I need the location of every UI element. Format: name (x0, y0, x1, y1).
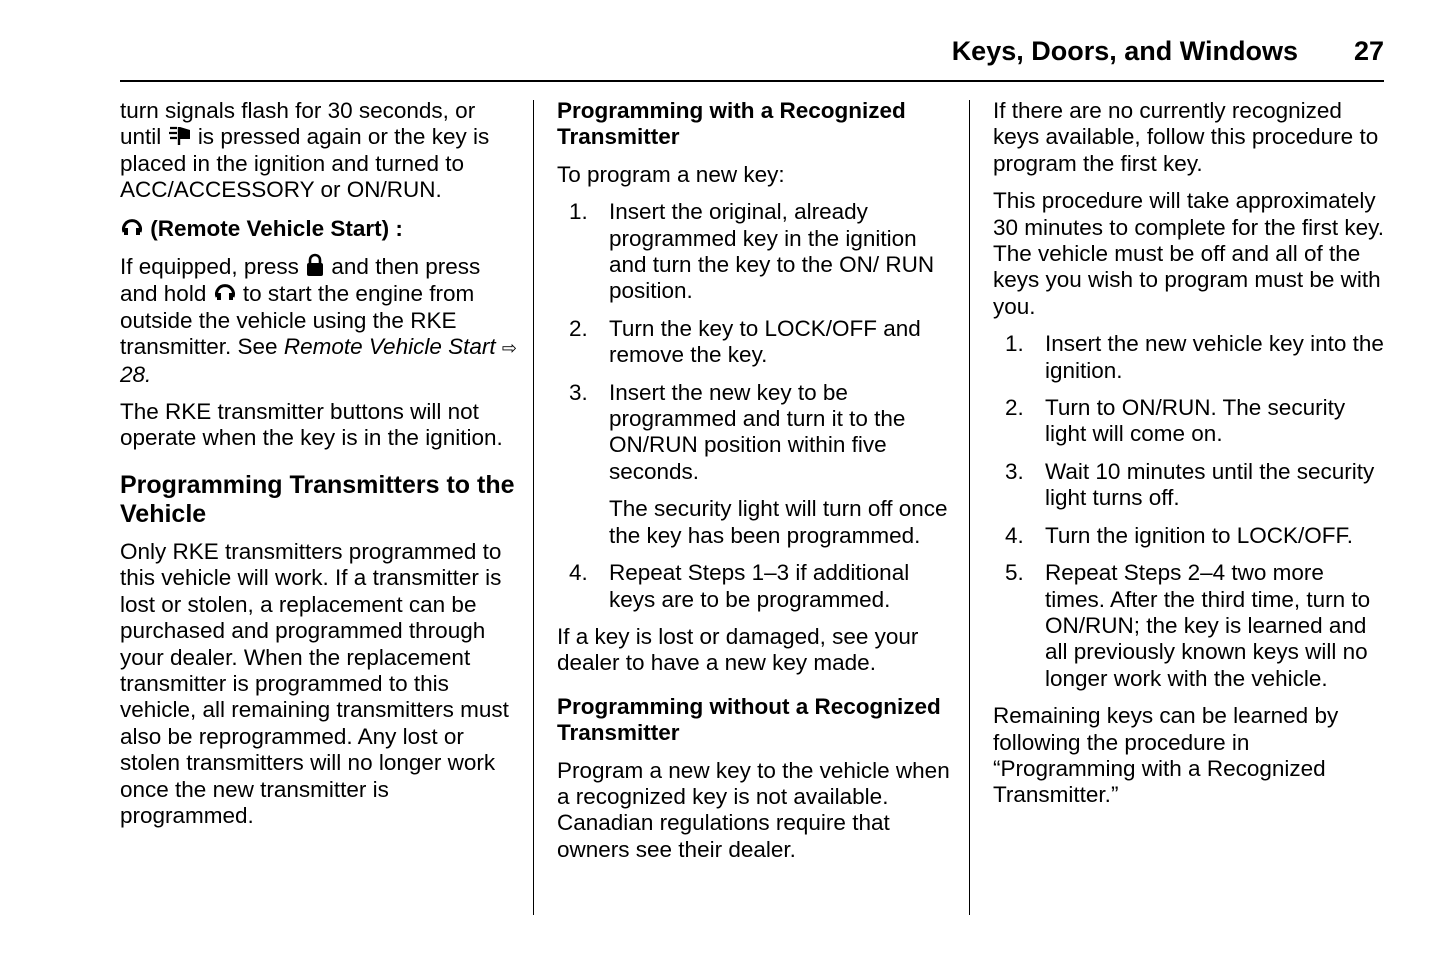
page-number: 27 (1353, 36, 1384, 66)
steps-list (993, 331, 1388, 692)
column-divider (533, 100, 534, 915)
step-number: 2. (569, 315, 588, 341)
paragraph: If there are no currently recognized keys available, follow this procedure to program the first key. (993, 98, 1379, 176)
remote-start-icon (213, 280, 237, 304)
list-item (557, 380, 957, 549)
list-item (557, 199, 957, 305)
step-text: Turn to ON/RUN. The security light will come on. (1045, 395, 1346, 447)
text-run: is pressed again or the key is placed in the ignition and turned to ACC/ACCESSORY or ON/RUN. (120, 124, 490, 203)
step-text: Repeat Steps 1–3 if additional keys are to be programmed. (609, 560, 910, 612)
panic-alarm-icon (168, 125, 192, 147)
list-item (557, 560, 957, 613)
step-number: 3. (1005, 458, 1024, 484)
column-right (993, 98, 1388, 820)
text-run: to start the engine from outside the vehicle using the RKE transmitter. See (120, 281, 475, 360)
list-item (993, 459, 1388, 512)
text-run: and then press and hold (120, 254, 481, 307)
paragraph: To program a new key: (557, 161, 785, 187)
step-number: 4. (569, 560, 588, 586)
step-text: Insert the new vehicle key into the ignition. (1045, 331, 1384, 383)
subsection-heading: Programming without a Recognized Transmitter (557, 693, 941, 746)
step-text: Turn the key to LOCK/OFF and remove the key. (609, 315, 921, 368)
list-item (993, 331, 1388, 384)
step-text: Insert the new key to be programmed and turn it to the ON/RUN position within five seconds. (609, 379, 906, 484)
step-number: 2. (1005, 395, 1024, 421)
rvs-heading (120, 215, 520, 242)
step-text: Turn the ignition to LOCK/OFF. (1045, 522, 1354, 548)
text-run: (Remote Vehicle Start) : (150, 215, 403, 241)
paragraph: This procedure will take approximately 30 minutes to complete for the first key. The vehicle must be off and all of the keys you wish to program must be with you. (993, 188, 1385, 319)
page-reference-arrow-icon: ⇨ (501, 338, 517, 359)
list-item (557, 316, 957, 369)
chapter-title: Keys, Doors, and Windows (951, 36, 1298, 66)
paragraph: Remaining keys can be learned by following the procedure in “Programming with a Recognized Transmitter.” (993, 703, 1339, 808)
paragraph: Only RKE transmitters programmed to this vehicle will work. If a transmitter is lost or stolen, a replacement can be purchased and programmed through your dealer. When the replacement transmitter is programmed to this vehicle, all remaining transmitters must also be reprogrammed. Any lost or stolen transmitters will no longer work once the new transmitter is programmed. (120, 538, 509, 828)
paragraph (120, 98, 520, 204)
page-header (120, 30, 1384, 82)
text-run: If equipped, press (120, 254, 299, 280)
paragraph (120, 253, 520, 388)
remote-start-icon (120, 215, 144, 239)
column-left (120, 98, 520, 840)
text-run: turn signals flash for 30 seconds, or until (120, 98, 476, 150)
step-number: 4. (1005, 522, 1024, 548)
step-note: The security light will turn off once the key has been programmed. (609, 496, 948, 548)
list-item (993, 560, 1388, 692)
step-text: Wait 10 minutes until the security light turns off. (1045, 458, 1375, 511)
paragraph: If a key is lost or damaged, see your dealer to have a new key made. (557, 623, 919, 676)
step-number: 5. (1005, 560, 1024, 586)
step-text: Repeat Steps 2–4 two more times. After the third time, turn to ON/RUN; the key is learned and all previously known keys will no longer work with the vehicle. (1045, 560, 1371, 691)
subsection-heading: Programming with a Recognized Transmitter (557, 98, 906, 150)
column-divider (969, 100, 970, 915)
step-number: 1. (569, 199, 588, 225)
paragraph: The RKE transmitter buttons will not operate when the key is in the ignition. (120, 399, 503, 451)
step-number: 3. (569, 379, 588, 405)
remote-vehicle-start-link[interactable]: Remote Vehicle Start ⇨ 28. (120, 334, 517, 387)
list-item (993, 395, 1388, 448)
step-text: Insert the original, already programmed key in the ignition and turn the key to the ON/ RUN position. (609, 199, 935, 304)
steps-list (557, 199, 957, 613)
paragraph: Program a new key to the vehicle when a recognized key is not available. Canadian regulations require that owners see their dealer. (557, 757, 950, 862)
section-heading: Programming Transmitters to the Vehicle (120, 470, 515, 528)
step-number: 1. (1005, 331, 1024, 357)
column-middle (557, 98, 957, 874)
lock-icon (305, 253, 325, 277)
list-item (993, 523, 1388, 549)
